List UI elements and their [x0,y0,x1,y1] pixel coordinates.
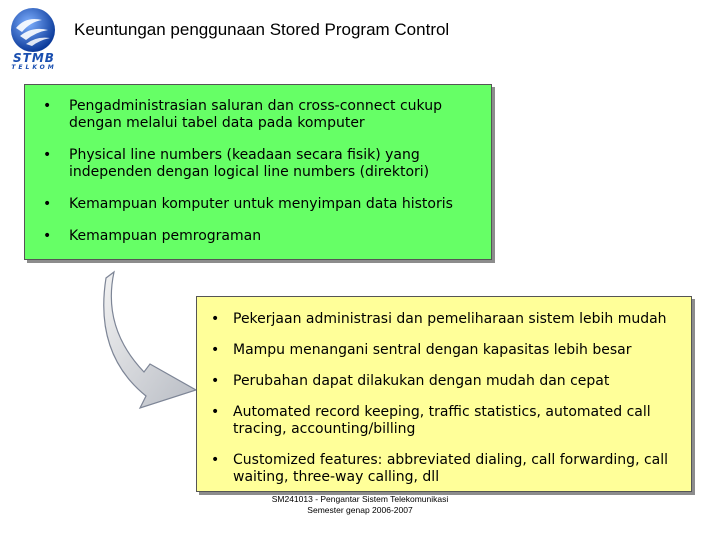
list-item [197,342,691,359]
list-item [197,311,691,328]
list-item-text: Physical line numbers (keadaan secara fisik) yang independen dengan logical line numbers (direktori) [69,147,430,180]
bullet-icon: • [43,98,52,114]
logo-telkom: TELKOM [11,64,57,71]
bullet-icon: • [43,147,52,163]
bullet-icon: • [43,196,52,212]
list-item-text: Pekerjaan administrasi dan pemeliharaan sistem lebih mudah [233,311,667,327]
list-item [25,98,491,132]
list-item [25,228,491,245]
yellow-results-box [196,296,692,492]
list-item-text: Pengadministrasian saluran dan cross-connect cukup dengan melalui tabel data pada komputer [69,98,442,131]
footer-semester: Semester genap 2006-2007 [307,505,413,515]
list-item-text: Mampu menangani sentral dengan kapasitas lebih besar [233,342,632,358]
list-item [197,373,691,390]
logo-stmb: STMB [13,51,55,65]
list-item-text: Kemampuan komputer untuk menyimpan data historis [69,196,453,212]
footer [210,494,510,516]
green-bullet-list [25,98,491,260]
footer-course: SM241013 - Pengantar Sistem Telekomunikasi [271,494,449,504]
list-item-text: Automated record keeping, traffic statistics, automated call tracing, accounting/billing [233,404,651,437]
bullet-icon: • [211,311,220,327]
green-benefits-box [24,84,492,260]
list-item [25,196,491,213]
list-item-text: Customized features: abbreviated dialing, call forwarding, call waiting, three-way calling, dll [233,452,669,485]
list-item [197,452,691,486]
bullet-icon: • [211,404,220,420]
bullet-icon: • [211,373,220,389]
bullet-icon: • [43,228,52,244]
logo-text [6,52,62,72]
list-item-text: Kemampuan pemrograman [69,228,262,244]
list-item-text: Perubahan dapat dilakukan dengan mudah dan cepat [233,373,610,389]
page-title: Keuntungan penggunaan Stored Program Control [74,20,450,39]
list-item [197,404,691,438]
yellow-bullet-list [197,311,691,500]
bullet-icon: • [211,342,220,358]
list-item [25,147,491,181]
bullet-icon: • [211,452,220,468]
curved-arrow-icon [100,268,210,416]
